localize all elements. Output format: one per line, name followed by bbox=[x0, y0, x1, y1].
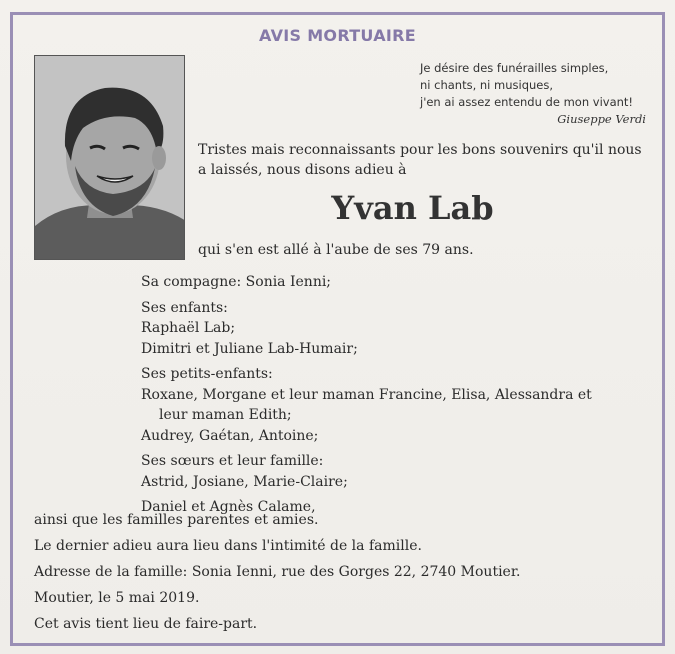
footer-line: Le dernier adieu aura lieu dans l'intimité de la famille. bbox=[34, 538, 422, 554]
notice-title: AVIS MORTUAIRE bbox=[258, 26, 417, 45]
footer-text bbox=[34, 510, 634, 640]
footer-line: ainsi que les familles parentes et amies. bbox=[34, 512, 319, 528]
family-line: Audrey, Gaétan, Antoine; bbox=[141, 427, 319, 444]
family-line: Dimitri et Juliane Lab-Humair; bbox=[141, 340, 358, 357]
family-line: Ses petits-enfants: bbox=[141, 366, 273, 382]
family-line: Astrid, Josiane, Marie-Claire; bbox=[141, 473, 348, 490]
quote-line: Je désire des funérailles simples, bbox=[420, 61, 609, 75]
footer-line: Cet avis tient lieu de faire-part. bbox=[34, 616, 258, 632]
age-line: qui s'en est allé à l'aube de ses 79 ans. bbox=[198, 242, 474, 258]
quote-line: j'en ai assez entendu de mon vivant! bbox=[420, 95, 634, 109]
quote-author: Giuseppe Verdi bbox=[557, 112, 646, 126]
portrait-photo bbox=[34, 55, 185, 260]
family-line: leur maman Edith; bbox=[159, 407, 292, 423]
family-line: Roxane, Morgane et leur maman Francine, Elisa, Alessandra et bbox=[141, 386, 592, 403]
family-line: Ses enfants: bbox=[141, 299, 228, 316]
family-line: Sa compagne: Sonia Ienni; bbox=[141, 274, 332, 290]
family-line: Raphaël Lab; bbox=[141, 320, 236, 336]
deceased-name: Yvan Lab bbox=[331, 189, 494, 227]
family-line: Ses sœurs et leur famille: bbox=[141, 453, 324, 469]
portrait-image bbox=[35, 56, 185, 260]
family-list bbox=[141, 272, 621, 518]
verdi-quote bbox=[420, 60, 646, 128]
family-line: Daniel et Agnès Calame, bbox=[141, 499, 316, 515]
intro-text: Tristes mais reconnaissants pour les bons souvenirs qu'il nous a laissés, nous disons adieu à bbox=[198, 142, 642, 178]
quote-line: ni chants, ni musiques, bbox=[420, 78, 554, 92]
footer-line: Moutier, le 5 mai 2019. bbox=[34, 590, 200, 606]
footer-line: Adresse de la famille: Sonia Ienni, rue des Gorges 22, 2740 Moutier. bbox=[34, 564, 521, 580]
